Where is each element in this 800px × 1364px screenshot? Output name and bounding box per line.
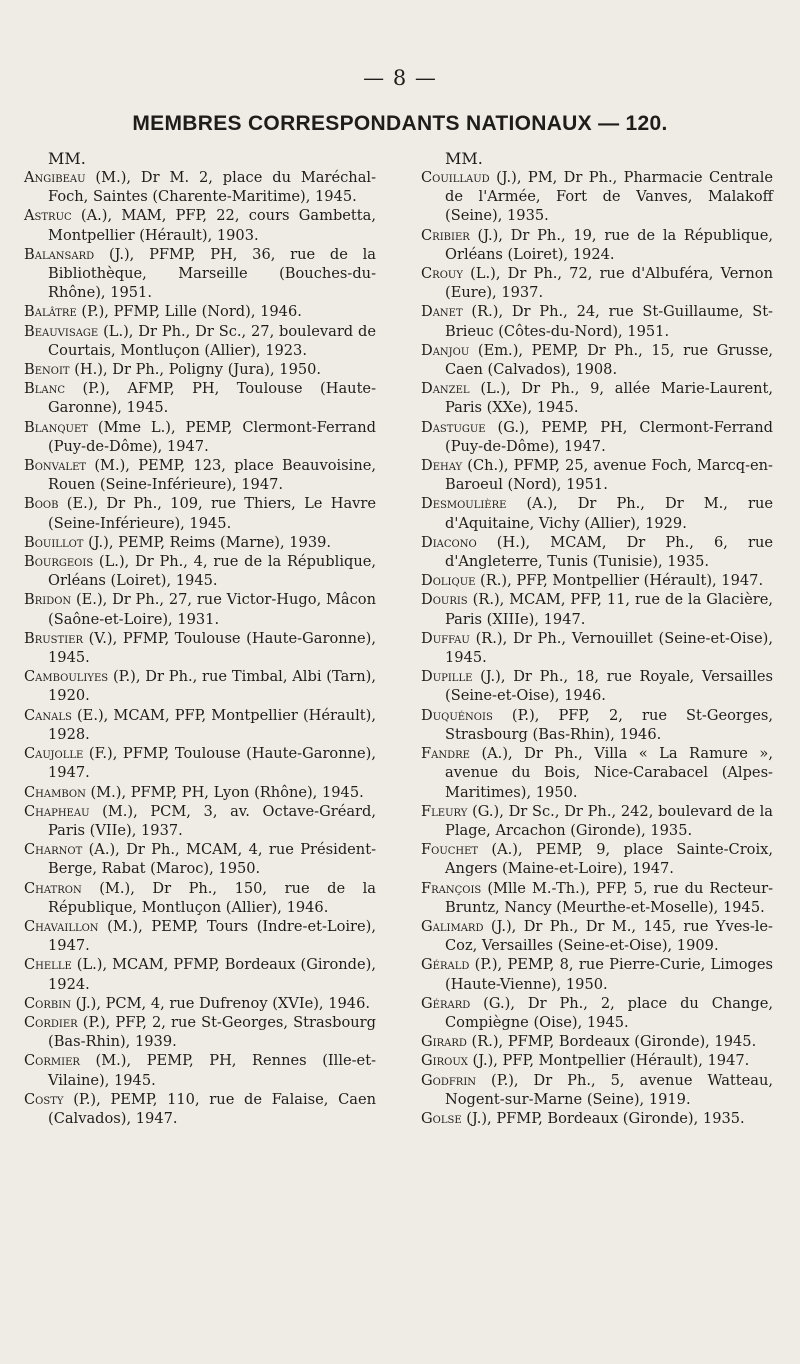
member-entry [421, 667, 773, 705]
member-entry [421, 706, 773, 744]
member-entry [24, 744, 376, 782]
member-entry [24, 667, 376, 705]
member-details: (Mlle M.-Th.), PFP, 5, rue du Recteur-Bruntz, Nancy (Meurthe-et-Moselle), 1945. [445, 879, 773, 916]
member-entry [24, 879, 376, 917]
member-details: (Ch.), PFMP, 25, avenue Foch, Marcq-en-Baroeul (Nord), 1951. [445, 457, 773, 494]
member-name: Balansard [24, 245, 95, 263]
member-entry [24, 1051, 376, 1089]
member-details: (P.), PEMP, 110, rue de Falaise, Caen (Calvados), 1947. [48, 1090, 376, 1127]
member-entry [24, 802, 376, 840]
member-name: Angibeau [24, 169, 86, 186]
member-details: (R.), Dr Ph., 24, rue St-Guillaume, St-Brieuc (Côtes-du-Nord), 1951. [445, 303, 773, 340]
member-entry [421, 629, 773, 667]
member-name: Douris [421, 591, 468, 609]
member-entry [24, 360, 376, 379]
member-details: (J.), Dr Ph., Dr M., 145, rue Yves-le-Coz, Versailles (Seine-et-Oise), 1909. [445, 917, 773, 955]
member-name: Bridon [24, 591, 72, 609]
member-details: (G.), Dr Ph., 2, place du Change, Compiègne (Oise), 1945. [445, 994, 773, 1031]
member-name: Charnot [24, 841, 83, 859]
member-entry [24, 456, 376, 494]
column-heading: MM. [445, 149, 483, 168]
member-entry [24, 917, 376, 955]
member-name: Boob [24, 495, 59, 513]
member-name: Galimard [421, 917, 484, 935]
member-details: (R.), PFP, Montpellier (Hérault), 1947. [475, 572, 764, 590]
member-details: (H.), MCAM, Dr Ph., 6, rue d'Angleterre, Tunis (Tunisie), 1935. [445, 533, 773, 571]
member-entry [24, 206, 376, 244]
member-entry [24, 379, 376, 417]
member-entry [24, 418, 376, 456]
member-entry [421, 302, 773, 340]
member-name: Blanquet [24, 418, 88, 436]
member-entry [24, 1013, 376, 1051]
left-column [24, 149, 376, 1128]
member-name: Blanc [24, 380, 65, 398]
member-entry [24, 322, 376, 360]
member-name: Astruc [24, 207, 72, 225]
member-entry [24, 245, 376, 303]
member-name: Costy [24, 1090, 64, 1108]
member-name: Crouy [421, 265, 463, 283]
member-entry [421, 744, 773, 802]
member-details: (J.), PFP, Montpellier (Hérault), 1947. [467, 1052, 750, 1070]
member-details: (R.), PFMP, Bordeaux (Gironde), 1945. [466, 1033, 757, 1051]
member-details: (A.), MAM, PFP, 22, cours Gambetta, Montpellier (Hérault), 1903. [48, 207, 376, 244]
member-name: Gérard [421, 994, 471, 1012]
member-entry [421, 590, 773, 628]
member-details: (R.), Dr Ph., Vernouillet (Seine-et-Oise), 1945. [445, 629, 773, 667]
member-entry [24, 783, 376, 802]
member-name: Duffau [421, 629, 470, 647]
member-details: (M.), PFMP, PH, Lyon (Rhône), 1945. [85, 783, 364, 801]
member-name: Gérald [421, 956, 470, 974]
member-details: (M.), PEMP, 123, place Beauvoisine, Rouen (Seine-Inférieure), 1947. [48, 457, 376, 494]
member-details: (J.), PFMP, Bordeaux (Gironde), 1935. [461, 1109, 745, 1127]
member-details: (H.), Dr Ph., Poligny (Jura), 1950. [69, 361, 322, 379]
member-name: Cribier [421, 226, 470, 244]
member-details: (G.), Dr Sc., Dr Ph., 242, boulevard de la Plage, Arcachon (Gironde), 1935. [445, 802, 773, 839]
section-title: MEMBRES CORRESPONDANTS NATIONAUX — 120. [132, 112, 668, 135]
member-name: Chapheau [24, 802, 90, 820]
member-details: (E.), MCAM, PFP, Montpellier (Hérault), 1928. [48, 706, 376, 743]
member-name: Couillaud [421, 169, 490, 186]
member-name: Cambouliyes [24, 668, 109, 686]
member-entry [421, 994, 773, 1032]
member-entry [421, 802, 773, 840]
member-entry [421, 341, 773, 379]
member-details: (P.), PFP, 2, rue St-Georges, Strasbourg (Bas-Rhin), 1946. [445, 706, 773, 743]
member-name: Cordier [24, 1013, 78, 1031]
member-details: (P.), Dr Ph., rue Timbal, Albi (Tarn), 1920. [48, 668, 376, 705]
member-entry [421, 494, 773, 532]
member-name: Giroux [421, 1052, 468, 1070]
member-details: (E.), Dr Ph., 27, rue Victor-Hugo, Mâcon (Saône-et-Loire), 1931. [48, 591, 376, 628]
member-name: Dolique [421, 572, 476, 590]
member-name: Godfrin [421, 1071, 477, 1089]
member-details: (J.), PM, Dr Ph., Pharmacie Centrale de l'Armée, Fort de Vanves, Malakoff (Seine), 1935. [445, 169, 773, 225]
entry-list [421, 168, 773, 1128]
member-details: (P.), PFP, 2, rue St-Georges, Strasbourg (Bas-Rhin), 1939. [48, 1013, 376, 1051]
member-name: Dupille [421, 668, 473, 686]
member-name: Fouchet [421, 841, 479, 859]
member-name: Beauvisage [24, 322, 99, 340]
member-name: Brustier [24, 629, 83, 647]
member-details: (M.), PEMP, Tours (Indre-et-Loire), 1947. [48, 917, 376, 955]
member-entry [421, 1071, 773, 1109]
member-name: Cormier [24, 1052, 80, 1070]
member-name: Diacono [421, 533, 477, 551]
member-details: (L.), Dr Ph., Dr Sc., 27, boulevard de Courtais, Montluçon (Allier), 1923. [48, 322, 376, 359]
member-name: Girard [421, 1033, 467, 1051]
member-entry [421, 418, 773, 456]
member-name: Chavaillon [24, 917, 99, 935]
member-entry [421, 571, 773, 590]
member-entry [24, 629, 376, 667]
member-details: (L.), Dr Ph., 4, rue de la République, Orléans (Loiret), 1945. [48, 553, 376, 590]
member-details: (L.), MCAM, PFMP, Bordeaux (Gironde), 1924. [48, 956, 376, 993]
member-entry [421, 1051, 773, 1070]
member-details: (Mme L.), PEMP, Clermont-Ferrand (Puy-de-Dôme), 1947. [48, 418, 376, 455]
member-name: Bouillot [24, 533, 84, 551]
member-details: (L.), Dr Ph., 72, rue d'Albuféra, Vernon (Eure), 1937. [445, 265, 773, 302]
member-entry [421, 1109, 773, 1128]
member-details: (J.), PFMP, PH, 36, rue de la Bibliothèque, Marseille (Bouches-du-Rhône), 1951. [48, 245, 376, 302]
member-details: (M.), PEMP, PH, Rennes (Ille-et-Vilaine), 1945. [48, 1052, 376, 1089]
member-entry [421, 264, 773, 302]
member-name: Benoit [24, 361, 70, 379]
member-entry [421, 955, 773, 993]
member-entry [421, 840, 773, 878]
member-name: Chatron [24, 879, 82, 897]
member-name: François [421, 879, 482, 897]
member-entry [421, 379, 773, 417]
member-name: Chambon [24, 783, 86, 801]
member-details: (E.), Dr Ph., 109, rue Thiers, Le Havre (Seine-Inférieure), 1945. [48, 495, 376, 532]
member-details: (R.), MCAM, PFP, 11, rue de la Glacière, Paris (XIIIe), 1947. [445, 591, 773, 628]
member-details: (M.), Dr Ph., 150, rue de la République, Montluçon (Allier), 1946. [48, 879, 376, 916]
page-number: — 8 — [363, 66, 437, 90]
member-name: Corbin [24, 994, 71, 1012]
member-name: Golse [421, 1109, 462, 1127]
member-entry [421, 879, 773, 917]
member-name: Dehay [421, 457, 463, 475]
column-heading: MM. [48, 149, 86, 168]
member-entry [421, 456, 773, 494]
member-details: (P.), Dr Ph., 5, avenue Watteau, Nogent-sur-Marne (Seine), 1919. [445, 1071, 773, 1108]
entry-list [24, 168, 376, 1128]
member-details: (P.), PEMP, 8, rue Pierre-Curie, Limoges (Haute-Vienne), 1950. [445, 956, 773, 993]
member-name: Duquénois [421, 706, 493, 724]
member-entry [24, 840, 376, 878]
member-details: (A.), Dr Ph., MCAM, 4, rue Président-Berge, Rabat (Maroc), 1950. [48, 841, 376, 878]
member-details: (Em.), PEMP, Dr Ph., 15, rue Grusse, Caen (Calvados), 1908. [445, 341, 773, 379]
member-name: Desmoulière [421, 495, 507, 513]
member-details: (J.), Dr Ph., 18, rue Royale, Versailles (Seine-et-Oise), 1946. [445, 668, 773, 705]
member-details: (M.), Dr M. 2, place du Maréchal-Foch, Saintes (Charente-Maritime), 1945. [48, 169, 376, 206]
member-entry [421, 168, 773, 226]
member-name: Fleury [421, 802, 468, 820]
member-name: Danjou [421, 341, 470, 359]
member-details: (J.), PCM, 4, rue Dufrenoy (XVIe), 1946. [70, 994, 370, 1012]
member-name: Danet [421, 303, 463, 321]
member-entry [421, 226, 773, 264]
member-details: (F.), PFMP, Toulouse (Haute-Garonne), 1947. [48, 745, 376, 782]
member-entry [421, 1032, 773, 1051]
member-name: Canals [24, 706, 72, 724]
member-name: Balâtre [24, 303, 77, 321]
member-details: (J.), Dr Ph., 19, rue de la République, Orléans (Loiret), 1924. [445, 226, 773, 263]
member-entry [421, 533, 773, 571]
member-details: (P.), AFMP, PH, Toulouse (Haute-Garonne), 1945. [48, 380, 376, 417]
member-details: (M.), PCM, 3, av. Octave-Gréard, Paris (VIIe), 1937. [48, 802, 376, 839]
member-entry [24, 494, 376, 532]
member-details: (G.), PEMP, PH, Clermont-Ferrand (Puy-de-Dôme), 1947. [445, 418, 773, 455]
member-details: (A.), Dr Ph., Dr M., rue d'Aquitaine, Vichy (Allier), 1929. [445, 495, 773, 532]
member-name: Bourgeois [24, 553, 94, 571]
member-name: Dastugue [421, 418, 486, 436]
member-entry [24, 955, 376, 993]
member-name: Fandre [421, 745, 470, 763]
member-entry [24, 590, 376, 628]
member-details: (A.), Dr Ph., Villa « La Ramure », avenue du Bois, Nice-Carabacel (Alpes-Maritimes), 1950. [445, 745, 773, 801]
right-column [421, 149, 773, 1128]
member-entry [421, 917, 773, 955]
member-entry [24, 302, 376, 321]
member-details: (L.), Dr Ph., 9, allée Marie-Laurent, Paris (XXe), 1945. [445, 380, 773, 417]
member-details: (V.), PFMP, Toulouse (Haute-Garonne), 1945. [48, 629, 376, 667]
member-name: Danzel [421, 380, 470, 398]
member-entry [24, 1090, 376, 1128]
member-name: Caujolle [24, 745, 84, 763]
member-details: (J.), PEMP, Reims (Marne), 1939. [83, 533, 332, 551]
member-entry [24, 168, 376, 206]
member-entry [24, 533, 376, 552]
member-name: Bonvalet [24, 457, 87, 475]
member-entry [24, 552, 376, 590]
member-details: (A.), PEMP, 9, place Sainte-Croix, Angers (Maine-et-Loire), 1947. [445, 841, 773, 878]
member-details: (P.), PFMP, Lille (Nord), 1946. [76, 303, 302, 321]
member-entry [24, 994, 376, 1013]
member-entry [24, 706, 376, 744]
member-name: Chelle [24, 956, 72, 974]
